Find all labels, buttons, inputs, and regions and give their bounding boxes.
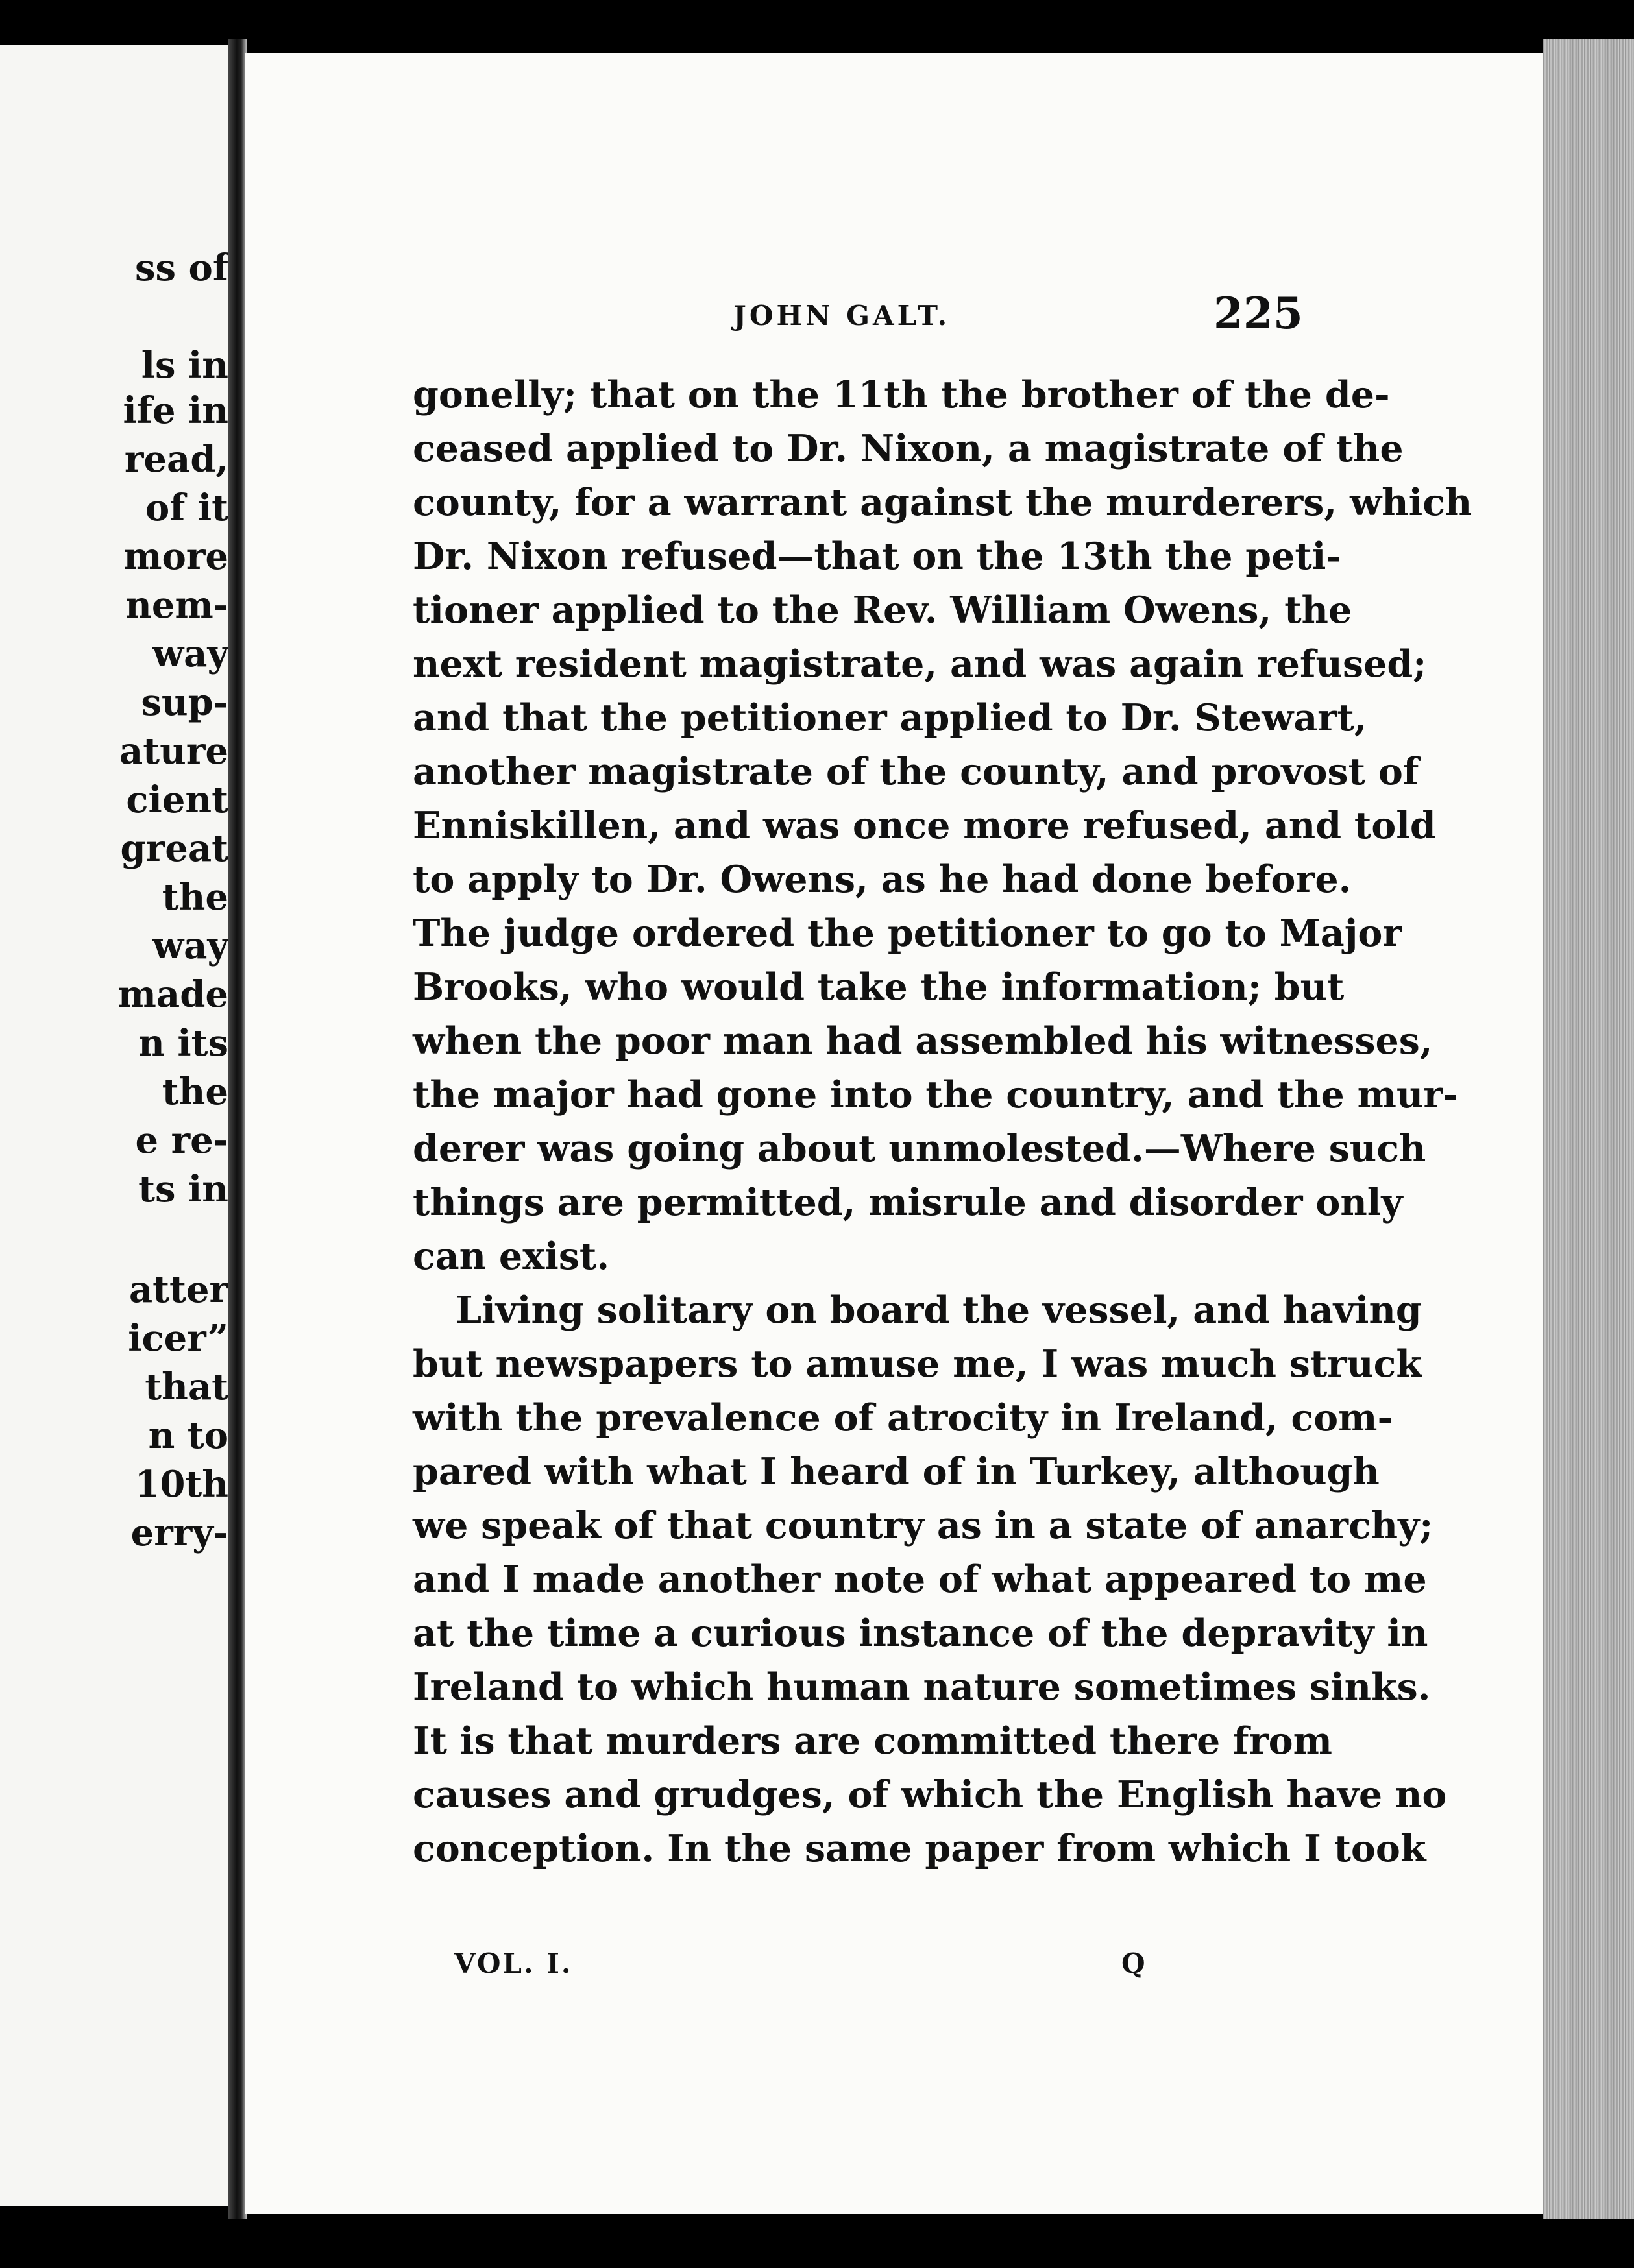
- left-text-line: ls in: [141, 344, 228, 387]
- text-line: ceased applied to Dr. Nixon, a magistrate of the: [413, 427, 1404, 470]
- left-text-line: the: [162, 876, 228, 919]
- text-line: The judge ordered the petitioner to go to Major: [413, 911, 1402, 955]
- text-line: we speak of that country as in a state of anarchy;: [413, 1504, 1433, 1547]
- left-text-line: read,: [124, 438, 228, 481]
- left-text-line: way: [152, 924, 228, 967]
- text-line: Brooks, who would take the information; but: [413, 965, 1345, 1009]
- left-text-line: that: [145, 1366, 228, 1408]
- signature-volume: VOL. I.: [454, 1948, 573, 1979]
- signature-letter: Q: [1121, 1948, 1145, 1979]
- text-line: derer was going about unmolested.—Where such: [413, 1127, 1426, 1170]
- text-line: Ireland to which human nature sometimes sinks.: [413, 1665, 1431, 1709]
- left-text-line: ss of: [135, 247, 228, 289]
- text-line: tioner applied to the Rev. William Owens, the: [413, 588, 1352, 632]
- text-line: but newspapers to amuse me, I was much struck: [413, 1342, 1422, 1386]
- left-text-line: n to: [148, 1414, 228, 1457]
- text-line: Enniskillen, and was once more refused, and told: [413, 804, 1436, 847]
- text-line: gonelly; that on the 11th the brother of the de-: [413, 373, 1390, 416]
- left-text-line: cient: [126, 778, 228, 821]
- left-text-line: erry-: [130, 1512, 228, 1554]
- book-gutter: [228, 39, 247, 2219]
- text-line: and I made another note of what appeared to me: [413, 1558, 1427, 1601]
- left-text-line: atter: [128, 1268, 228, 1311]
- text-line: with the prevalence of atrocity in Ireland, com-: [413, 1396, 1393, 1440]
- left-text-line: 10th: [134, 1463, 228, 1506]
- text-line: can exist.: [413, 1235, 610, 1278]
- left-text-line: icer”: [128, 1317, 228, 1360]
- text-line: and that the petitioner applied to Dr. Stewart,: [413, 696, 1367, 740]
- left-text-line: great: [120, 827, 228, 870]
- right-page: [245, 53, 1546, 2214]
- text-line: things are permitted, misrule and disorder only: [413, 1181, 1403, 1224]
- left-text-line: n its: [138, 1022, 228, 1065]
- left-text-line: nem-: [125, 584, 228, 627]
- text-line: Living solitary on board the vessel, and having: [456, 1288, 1422, 1332]
- text-line: It is that murders are committed there from: [413, 1719, 1332, 1763]
- text-line: causes and grudges, of which the English have no: [413, 1773, 1447, 1816]
- text-line: Dr. Nixon refused—that on the 13th the peti-: [413, 535, 1342, 578]
- text-line: at the time a curious instance of the depravity in: [413, 1611, 1428, 1655]
- left-text-line: the: [162, 1070, 228, 1113]
- left-page: [0, 45, 234, 2206]
- left-text-line: ife in: [123, 389, 228, 432]
- text-line: conception. In the same paper from which I took: [413, 1827, 1426, 1870]
- left-text-line: made: [117, 973, 228, 1016]
- text-line: next resident magistrate, and was again refused;: [413, 642, 1427, 686]
- text-line: another magistrate of the county, and provost of: [413, 750, 1419, 793]
- text-line: the major had gone into the country, and the mur-: [413, 1073, 1459, 1116]
- left-text-line: ts in: [138, 1168, 228, 1211]
- text-line: county, for a warrant against the murderers, which: [413, 481, 1472, 524]
- left-text-line: more: [123, 535, 228, 578]
- running-head: JOHN GALT.: [733, 300, 951, 332]
- left-text-line: ature: [119, 730, 228, 773]
- left-text-line: e re-: [135, 1119, 228, 1162]
- page-number: 225: [1213, 288, 1303, 339]
- text-line: when the poor man had assembled his witnesses,: [413, 1019, 1433, 1063]
- body-text: [413, 368, 1472, 1876]
- text-line: to apply to Dr. Owens, as he had done before.: [413, 858, 1352, 901]
- left-text-line: of it: [145, 487, 228, 529]
- page-edges: [1543, 39, 1634, 2219]
- left-text-line: sup-: [141, 681, 228, 724]
- text-line: pared with what I heard of in Turkey, although: [413, 1450, 1380, 1493]
- left-text-line: way: [152, 633, 228, 675]
